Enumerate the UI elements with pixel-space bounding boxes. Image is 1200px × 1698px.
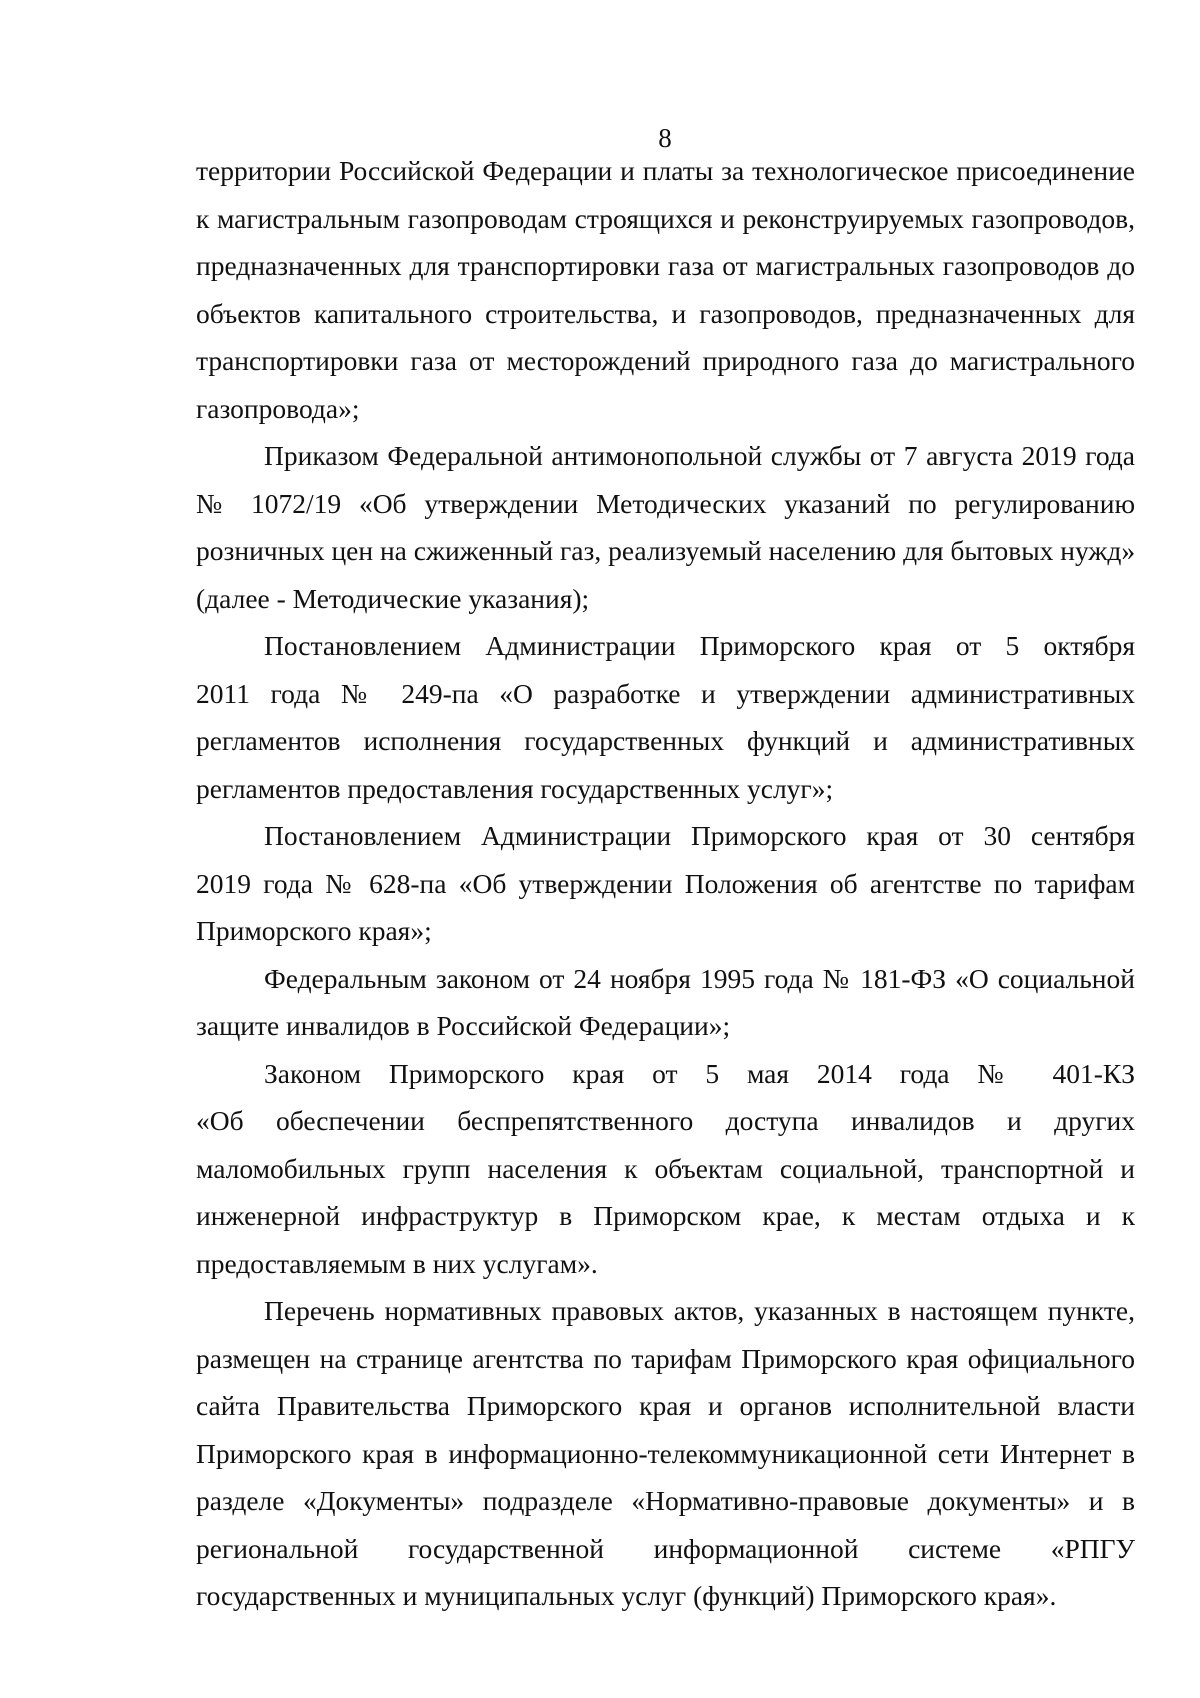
text-line: к магистральным газопроводам строящихся и реконструируемых газопроводов, (196, 202, 1135, 234)
paragraph (196, 955, 1135, 1050)
text-line: предназначенных для транспортировки газа от магистральных газопроводов до (196, 250, 1135, 281)
paragraph (196, 1050, 1135, 1288)
text-line: Постановлением Администрации Приморского края от 5 октября (264, 630, 1135, 661)
paragraph (196, 812, 1135, 955)
text-line: Приморского края в информационно-телекоммуникационной сети Интернет в (196, 1437, 1135, 1469)
text-line: 2011 года № 249-па «О разработке и утверждении административных (196, 677, 1135, 709)
text-line: региональной государственной информационной системе «РПГУ (196, 1532, 1135, 1564)
text-line: «Об обеспечении беспрепятственного доступа инвалидов и других (196, 1105, 1135, 1136)
text-line: газопровода»; (196, 392, 360, 424)
text-line: розничных цен на сжиженный газ, реализуемый населению для бытовых нужд» (196, 535, 1136, 566)
text-line: 2019 года № 628-па «Об утверждении Положения об агентстве по тарифам (196, 867, 1135, 899)
text-line: защите инвалидов в Российской Федерации»; (196, 1010, 731, 1041)
text-line: размещен на странице агентства по тарифам Приморского края официального (196, 1342, 1135, 1374)
text-line: Законом Приморского края от 5 мая 2014 года № 401-КЗ (264, 1057, 1135, 1089)
text-line: инженерной инфраструктур в Приморском крае, к местам отдыха и к (196, 1200, 1135, 1231)
text-line: Приморского края»; (196, 915, 432, 946)
text-line: регламентов исполнения государственных функций и административных (196, 725, 1135, 756)
text-line: предоставляемым в них услугам». (196, 1247, 598, 1279)
paragraph (196, 432, 1135, 622)
text-line: сайта Правительства Приморского края и органов исполнительной власти (196, 1390, 1135, 1421)
text-line: маломобильных групп населения к объектам социальной, транспортной и (196, 1152, 1135, 1184)
text-line: Федеральным законом от 24 ноября 1995 года № 181-ФЗ «О социальной (264, 962, 1135, 994)
text-line: Приказом Федеральной антимонопольной службы от 7 августа 2019 года (264, 440, 1135, 471)
text-line: Перечень нормативных правовых актов, указанных в настоящем пункте, (264, 1295, 1135, 1326)
text-line: Постановлением Администрации Приморского края от 30 сентября (264, 820, 1135, 851)
paragraph (196, 147, 1135, 432)
text-line: государственных и муниципальных услуг (функций) Приморского края». (196, 1580, 1057, 1611)
text-line: (далее - Методические указания); (196, 582, 590, 614)
text-line: транспортировки газа от месторождений природного газа до магистрального (196, 345, 1135, 376)
text-line: территории Российской Федерации и платы за технологическое присоединение (196, 155, 1135, 186)
text-line: объектов капитального строительства, и газопроводов, предназначенных для (196, 297, 1135, 329)
text-line: разделе «Документы» подразделе «Нормативно-правовые документы» и в (196, 1485, 1135, 1516)
paragraph (196, 622, 1135, 812)
paragraph (196, 1287, 1135, 1620)
page-number: 8 (658, 123, 672, 153)
text-line: № 1072/19 «Об утверждении Методических указаний по регулированию (196, 487, 1135, 519)
document-body (196, 147, 1135, 1620)
text-line: регламентов предоставления государственных услуг»; (196, 772, 834, 804)
